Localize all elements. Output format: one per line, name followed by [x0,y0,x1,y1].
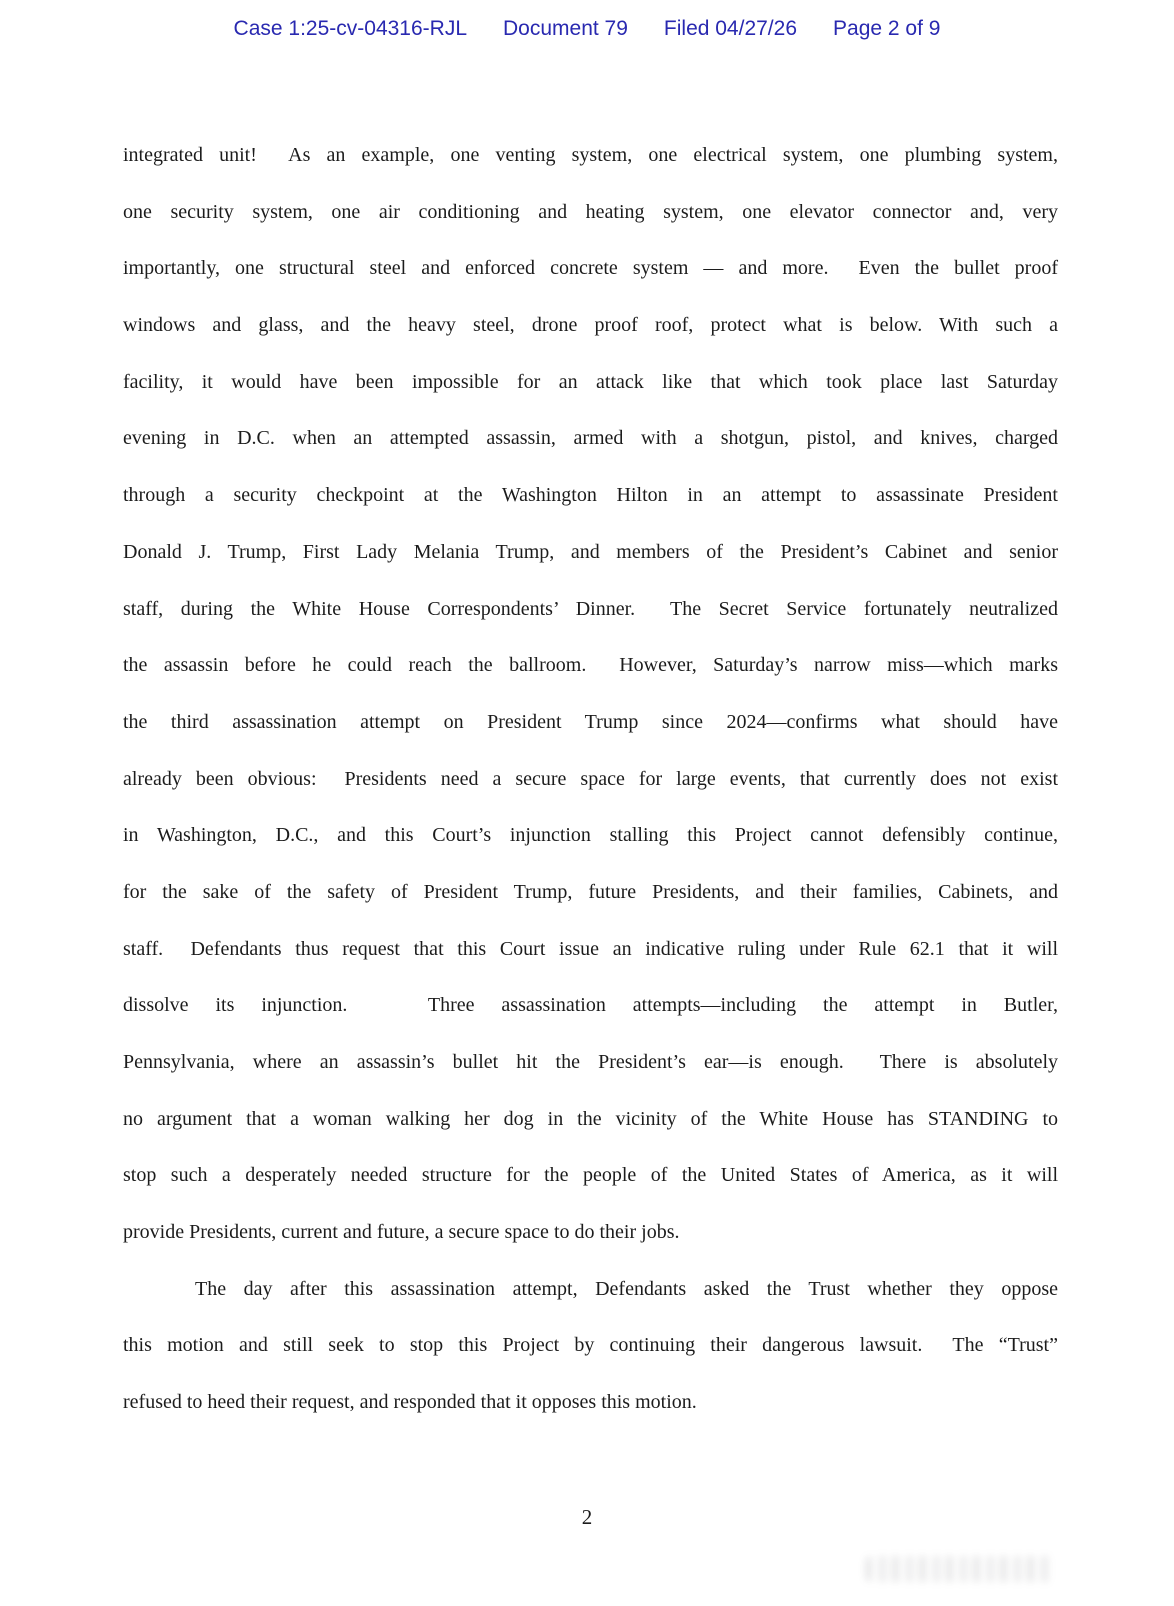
body-text-line: dissolve its injunction. Three assassination attempts—including the attempt in Butler, [123,994,1058,1017]
case-header [0,17,1174,41]
body-text-line: the third assassination attempt on President Trump since 2024—confirms what should have [123,710,1058,733]
body-text-line: integrated unit! As an example, one venting system, one electrical system, one plumbing system, [123,144,1058,166]
body-text-line: stop such a desperately needed structure for the people of the United States of America, as it will [123,1164,1058,1187]
body-text-line: The day after this assassination attempt, Defendants asked the Trust whether they oppose [195,1277,1058,1300]
body-text-line: for the sake of the safety of President Trump, future Presidents, and their families, Cabinets, and [123,880,1058,903]
body-text-line: facility, it would have been impossible for an attack like that which took place last Saturday [123,370,1058,393]
body-text-line: provide Presidents, current and future, a secure space to do their jobs. [123,1221,680,1244]
body-text-line: Pennsylvania, where an assassin’s bullet hit the President’s ear—is enough. There is absolutely [123,1051,1058,1073]
body-text-line: this motion and still seek to stop this Project by continuing their dangerous lawsuit. The “Trust” [123,1334,1058,1357]
body-text-line: staff, during the White House Correspondents’ Dinner. The Secret Service fortunately neutralized [123,597,1058,620]
body-text-line: evening in D.C. when an attempted assassin, armed with a shotgun, pistol, and knives, charged [123,427,1058,450]
body-text-line: the assassin before he could reach the ballroom. However, Saturday’s narrow miss—which marks [123,654,1058,677]
filed-date: Filed 04/27/26 [663,17,798,40]
case-number: Case 1:25-cv-04316-RJL [233,17,467,40]
body-text-line: Donald J. Trump, First Lady Melania Trump, and members of the President’s Cabinet and senior [123,540,1058,563]
document-body [123,127,1058,1431]
scanner-smudge-artifact [866,1556,1054,1582]
document-number: Document 79 [503,17,628,40]
body-text-line: in Washington, D.C., and this Court’s injunction stalling this Project cannot defensibly continue, [123,824,1058,847]
body-text-line: no argument that a woman walking her dog in the vicinity of the White House has STANDING to [123,1107,1058,1130]
body-text-line: already been obvious: Presidents need a secure space for large events, that currently does not exist [123,767,1058,790]
body-text-line: staff. Defendants thus request that this Court issue an indicative ruling under Rule 62.1 that it will [123,937,1058,960]
body-text-line: refused to heed their request, and responded that it opposes this motion. [123,1391,697,1414]
body-text-line: one security system, one air conditioning and heating system, one elevator connector and, very [123,200,1058,223]
page-number: 2 [581,1505,593,1529]
body-text-line: importantly, one structural steel and enforced concrete system — and more. Even the bullet proof [123,257,1058,280]
page-indicator: Page 2 of 9 [833,17,941,40]
body-text-line: through a security checkpoint at the Washington Hilton in an attempt to assassinate President [123,484,1058,507]
body-text-line: windows and glass, and the heavy steel, drone proof roof, protect what is below. With such a [123,314,1058,337]
